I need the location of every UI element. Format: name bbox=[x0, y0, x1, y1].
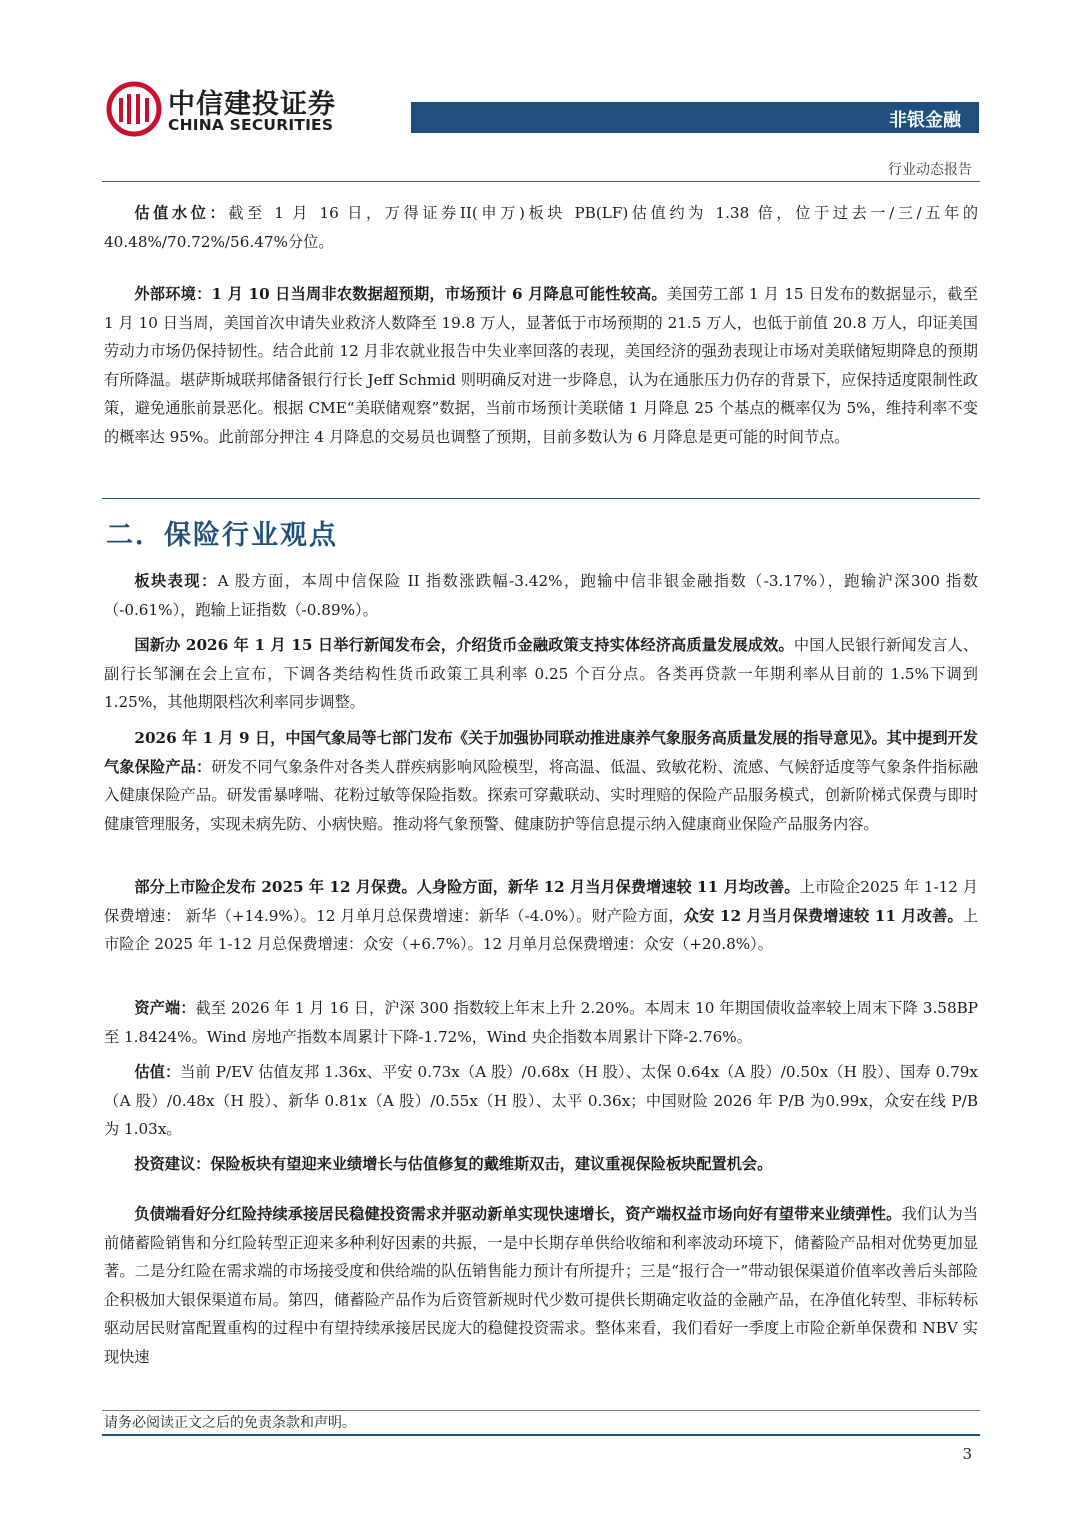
company-logo bbox=[106, 80, 338, 138]
paragraph-lead: 2026 年 1 月 9 日，中国气象局等七部门发布《关于加强协同联动推进康养气象服务高质量发展的指导意见》。其中提到开发气象保险产品： bbox=[104, 729, 978, 776]
paragraph-lead-2: 众安 12 月当月保费增速较 11 月改善。 bbox=[683, 906, 963, 925]
sector-banner bbox=[411, 102, 979, 133]
paragraph-sector-performance bbox=[104, 567, 978, 624]
paragraph-body: 研发不同气象条件对各类人群疾病影响风险模型，将高温、低温、致敏花粉、流感、气候舒适度等气象条件指标融入健康保险产品。研发雷暴哮喘、花粉过敏等保险指数。探索可穿戴联动、实时理赔的保险产品服务模式，创新阶梯式保费与即时健康管理服务，实现未病先防、小病快赔。推动将气象预警、健康防护等信息提示纳入健康商业保险产品服务内容。 bbox=[104, 757, 979, 833]
header-divider bbox=[102, 181, 980, 182]
paragraph-body: 截至 2026 年 1 月 16 日，沪深 300 指数较上年末上升 2.20%。本周末 10 年期国债收益率较上周末下降 3.58BP 至 1.8424%。Wind 房地产指数本周累计下降-1.72%，Wind 央企指数本周累计下降-2.76%。 bbox=[104, 999, 979, 1046]
disclaimer-text: 请务必阅读正文之后的免责条款和声明。 bbox=[104, 1415, 356, 1431]
paragraph-body: 中国人民银行新闻发言人、副行长邹澜在会上宣布，下调各类结构性货币政策工具利率 0.25 个百分点。各类再贷款一年期利率从目前的 1.5%下调到 1.25%，其他期限档次利率同步调整。 bbox=[104, 636, 979, 712]
paragraph-lead: 资产端： bbox=[134, 999, 196, 1017]
page-number: 3 bbox=[962, 1445, 972, 1463]
paragraph-liability-side bbox=[104, 1200, 978, 1372]
paragraph-body: 上市险企2025 年 1-12 月保费增速： 新华（+14.9%）。12 月单月总保费增速：新华（-4.0%）。财产险方面， bbox=[104, 878, 978, 925]
paragraph-body: 当前 P/EV 估值友邦 1.36x、平安 0.73x（A 股）/0.68x（H 股）、太保 0.64x（A 股）/0.50x（H 股）、国寿 0.79x（A 股）/0.48x（H 股）、新华 0.81x（A 股）/0.55x（H 股）、太平 0.36x；中国财险 2026 年 P/B 为0.99x，众安在线 P/B 为 1.03x。 bbox=[104, 1063, 978, 1139]
paragraph-body-2: 上市险企 2025 年 1-12 月总保费增速：众安（+6.7%）。12 月单月总保费增速：众安（+20.8%）。 bbox=[104, 906, 978, 954]
paragraph-lead: 负债端看好分红险持续承接居民稳健投资需求并驱动新单实现快速增长，资产端权益市场向好有望带来业绩弹性。 bbox=[134, 1205, 902, 1223]
paragraph-valuation bbox=[104, 1058, 978, 1144]
paragraph-lead: 估值水位： bbox=[134, 204, 229, 222]
paragraph-external-environment bbox=[104, 280, 978, 452]
report-type: 行业动态报告 bbox=[888, 162, 972, 178]
footer-divider-top bbox=[102, 1410, 980, 1411]
paragraph-body: A 股方面，本周中信保险 II 指数涨跌幅-3.42%，跑输中信非银金融指数（-3.17%），跑输沪深300 指数（-0.61%），跑输上证指数（-0.89%）。 bbox=[104, 572, 978, 619]
section-divider bbox=[102, 498, 980, 499]
paragraph-weather-insurance bbox=[104, 724, 978, 838]
paragraph-lead: 国新办 2026 年 1 月 15 日举行新闻发布会，介绍货币金融政策支持实体经济高质量发展成效。 bbox=[134, 636, 794, 654]
paragraph-lead: 外部环境：1 月 10 日当周非农数据超预期，市场预计 6 月降息可能性较高。 bbox=[134, 285, 667, 303]
sector-label: 非银金融 bbox=[889, 110, 961, 131]
paragraph-monetary-policy bbox=[104, 631, 978, 717]
paragraph-body: 截至 1 月 16 日，万得证券II(申万)板块 PB(LF)估值约为 1.38 倍，位于过去一/三/五年的40.48%/70.72%/56.47%分位。 bbox=[104, 204, 978, 251]
paragraph-lead: 投资建议：保险板块有望迎来业绩增长与估值修复的戴维斯双击，建议重视保险板块配置机会。 bbox=[134, 1155, 773, 1173]
logo-english-name: CHINA SECURITIES bbox=[168, 116, 334, 134]
footer-divider bbox=[102, 1434, 980, 1436]
paragraph-lead: 板块表现： bbox=[134, 572, 218, 590]
paragraph-asset-side bbox=[104, 994, 978, 1051]
china-securities-logo-icon bbox=[106, 80, 162, 138]
paragraph-body: 我们认为当前储蓄险销售和分红险转型正迎来多种利好因素的共振，一是中长期存单供给收缩和利率波动环境下，储蓄险产品相对优势更加显著。二是分红险在需求端的市场接受度和供给端的队伍销售能力预计有所提升；三是“报行合一”带动银保渠道价值率改善后头部险企积极加大银保渠道布局。第四，储蓄险产品作为后资管新规时代少数可提供长期确定收益的金融产品，在净值化转型、非标转标驱动居民财富配置重构的过程中有望持续承接居民庞大的稳健投资需求。整体来看，我们看好一季度上市险企新单保费和 NBV 实现快速 bbox=[104, 1205, 979, 1366]
paragraph-lead: 部分上市险企发布 2025 年 12 月保费。人身险方面，新华 12 月当月保费增速较 11 月均改善。 bbox=[134, 878, 800, 896]
paragraph-premiums bbox=[104, 873, 978, 959]
section-title: 二．保险行业观点 bbox=[106, 520, 338, 551]
paragraph-lead: 估值： bbox=[134, 1063, 181, 1081]
paragraph-valuation-level bbox=[104, 199, 978, 256]
paragraph-body: 美国劳工部 1 月 15 日发布的数据显示，截至 1 月 10 日当周，美国首次申请失业救济人数降至 19.8 万人，显著低于市场预期的 21.5 万人，也低于前值 20.8 万人，印证美国劳动力市场仍保持韧性。结合此前 12 月非农就业报告中失业率回落的表现，美国经济的强劲表现让市场对美联储短期降息的预期有所降温。堪萨斯城联邦储备银行行长 Jeff Schmid 则明确反对进一步降息，认为在通胀压力仍存的背景下，应保持适度限制性政策，避免通胀前景恶化。根据 CME“美联储观察”数据，当前市场预计美联储 1 月降息 25 个基点的概率仅为 5%，维持利率不变的概率达 95%。此前部分押注 4 月降息的交易员也调整了预期，目前多数认为 6 月降息是更可能的时间节点。 bbox=[104, 285, 978, 446]
logo-chinese-name: 中信建投证券 bbox=[168, 89, 336, 120]
paragraph-investment-advice bbox=[104, 1150, 978, 1179]
